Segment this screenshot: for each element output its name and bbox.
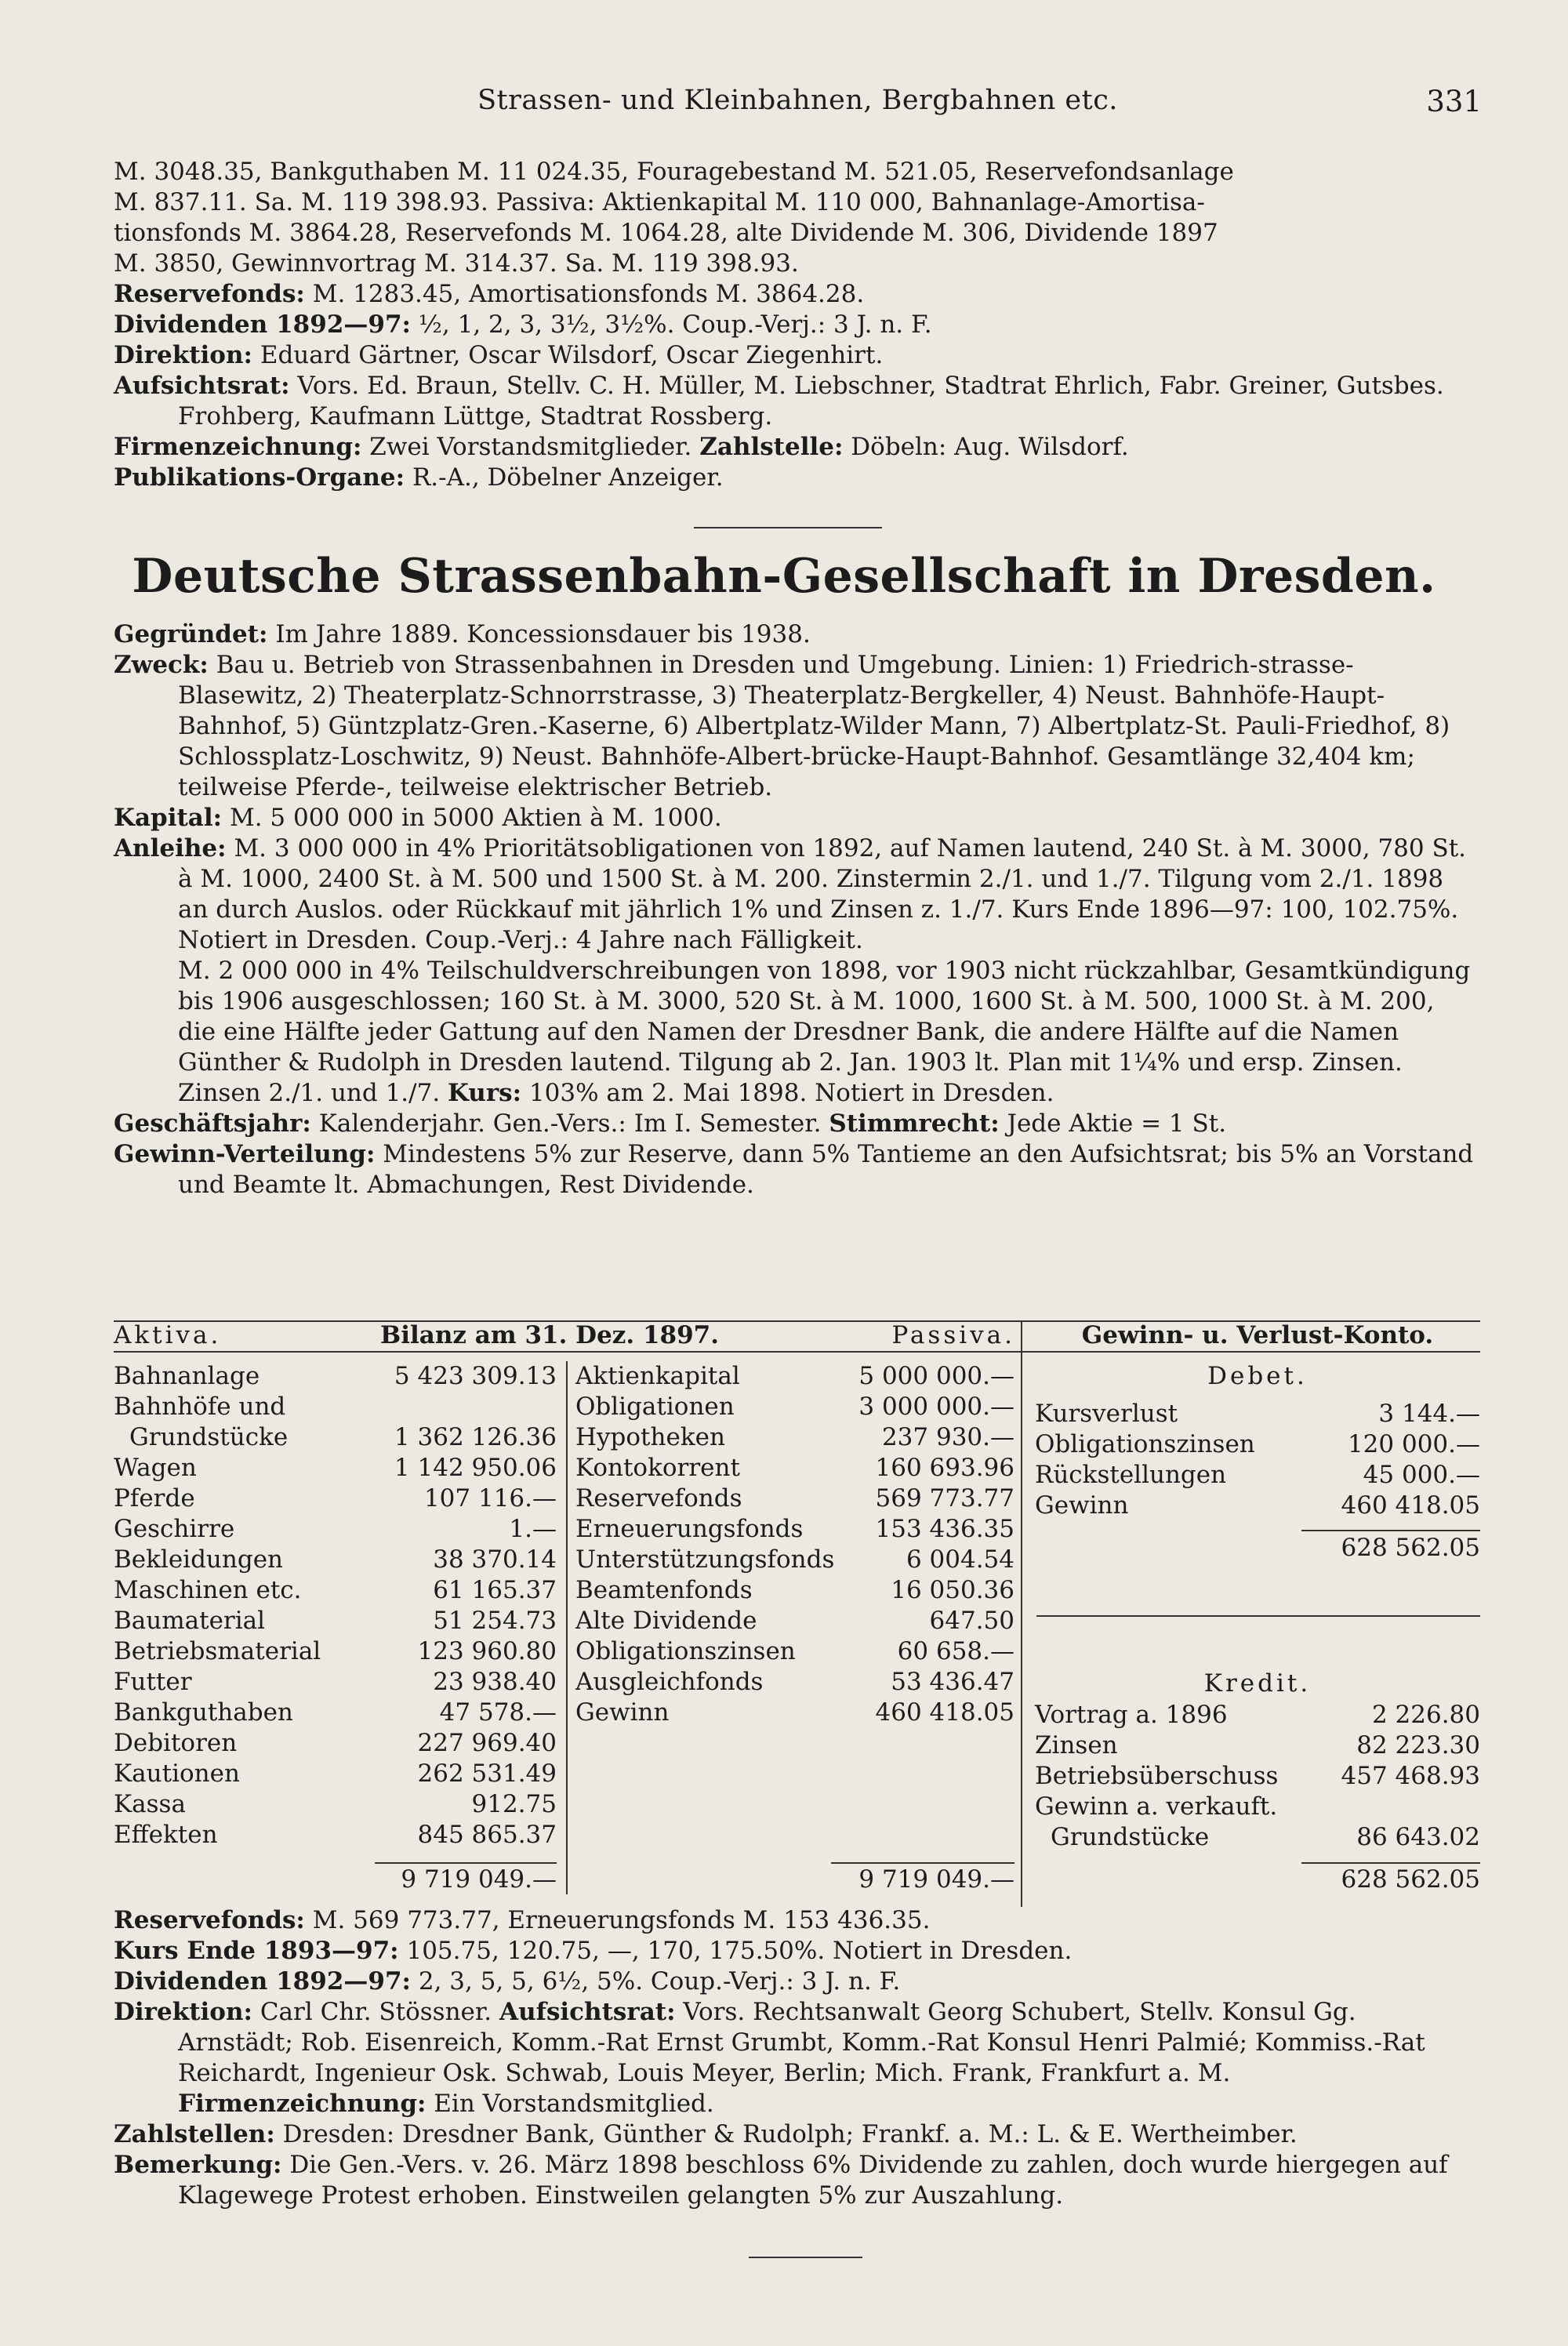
label: Direktion: (114, 1998, 252, 2026)
table-row (114, 1698, 557, 1728)
bilanz-header (114, 1320, 1015, 1351)
text: ½, 1, 2, 3, 3½, 3½%. Coup.-Verj.: 3 J. n. F. (418, 310, 932, 339)
row-label: Aktienkapital (575, 1362, 740, 1390)
prev-line: M. 3850, Gewinnvortrag M. 314.37. Sa. M. 119 398.93. (114, 249, 799, 278)
row-value: 160 693.96 (875, 1454, 1014, 1482)
prev-line: M. 3048.35, Bankguthaben M. 11 024.35, Fouragebestand M. 521.05, Reservefondsanlage (114, 158, 1234, 186)
table-row (114, 1606, 557, 1636)
row-value: 845 865.37 (417, 1821, 557, 1849)
label: Geschäftsjahr: (114, 1109, 311, 1138)
row-label: Zinsen (1035, 1731, 1118, 1760)
debet-list (1035, 1399, 1480, 1521)
text: Im I. Semester. (633, 1109, 822, 1138)
row-value: 53 436.47 (891, 1668, 1014, 1696)
running-title: Strassen- und Kleinbahnen, Bergbahnen etc. (477, 85, 1118, 116)
table-row (575, 1606, 1014, 1636)
bemerkung (114, 2150, 1478, 2211)
table-header-rule (114, 1351, 1480, 1353)
text: 105.75, 120.75, —, 170, 175.50%. Notiert in Dresden. (406, 1937, 1073, 1965)
prev-direktion (114, 340, 1478, 371)
debet-total: 628 562.05 (1341, 1534, 1480, 1562)
table-row (575, 1545, 1014, 1575)
row-label: Bahnhöfe und (114, 1393, 286, 1421)
table-row (114, 1484, 557, 1514)
row-label: Obligationen (575, 1393, 735, 1421)
passiva-total: 9 719 049.— (858, 1865, 1014, 1894)
label: Aufsichtsrat: (114, 372, 290, 400)
guv-title (1035, 1320, 1480, 1351)
row-label: Kontokorrent (575, 1454, 740, 1482)
label: Gewinn-Verteilung: (114, 1140, 376, 1168)
row-value: 5 423 309.13 (394, 1362, 557, 1390)
table-row (114, 1361, 557, 1392)
table-row (575, 1575, 1014, 1606)
row-value: 86 643.02 (1356, 1823, 1480, 1851)
text: 103% am 2. Mai 1898. Notiert in Dresden. (528, 1079, 1054, 1107)
table-row (114, 1789, 557, 1820)
table-row (1035, 1730, 1480, 1761)
row-label: Ausgleichfonds (575, 1668, 764, 1696)
table-row (1035, 1822, 1480, 1853)
table-row (114, 1453, 557, 1484)
text: Kalenderjahr. (318, 1109, 485, 1138)
text: 2, 3, 5, 5, 6½, 5%. Coup.-Verj.: 3 J. n. F. (418, 1967, 901, 1996)
row-label: Hypotheken (575, 1423, 725, 1451)
row-label: Grundstücke (1051, 1823, 1210, 1851)
prev-dividenden (114, 310, 1478, 340)
row-value: 51 254.73 (433, 1607, 557, 1635)
table-row (575, 1514, 1014, 1545)
row-value: 569 773.77 (875, 1484, 1014, 1513)
label: Aufsichtsrat: (499, 1998, 676, 2026)
text: Vors. Ed. Braun, Stellv. C. H. Müller, M. Liebschner, Stadtrat Ehrlich, Fabr. Greiner, Gutsbes. Frohberg, Kaufmann Lüttge, Stadtrat Rossberg. (178, 372, 1444, 430)
row-value: 5 000 000.— (858, 1362, 1014, 1390)
label: Zweck: (114, 651, 209, 679)
row-label: Reservefonds (575, 1484, 742, 1513)
text: M. 1283.45, Amortisationsfonds M. 3864.28. (312, 280, 865, 308)
row-value: 107 116.— (423, 1484, 557, 1513)
kredit-sum-rule (1301, 1862, 1480, 1864)
dividenden (114, 1966, 1478, 1997)
prev-aufsichtsrat (114, 371, 1478, 432)
row-label: Effekten (114, 1821, 218, 1849)
text: Eduard Gärtner, Oscar Wilsdorf, Oscar Ziegenhirt. (260, 341, 884, 369)
passiva-sum-rule (831, 1862, 1014, 1864)
text: Mindestens 5% zur Reserve, dann 5% Tantieme an den Aufsichtsrat; bis 5% an Vorstand und Beamte lt. Abmachungen, Rest Dividende. (178, 1140, 1474, 1199)
label: Reservefonds: (114, 280, 305, 308)
row-label: Pferde (114, 1484, 195, 1513)
row-label: Bahnanlage (114, 1362, 260, 1390)
table-row (114, 1575, 557, 1606)
prev-firmenzeichnung (114, 432, 1478, 463)
table-row (114, 1759, 557, 1789)
label: Kapital: (114, 804, 223, 832)
company-details (114, 619, 1478, 1200)
text: Bau u. Betrieb von Strassenbahnen in Dresden und Umgebung. Linien: 1) Friedrich-strasse-Blasewitz, 2) Theaterplatz-Schnorrstrasse, 3) Theaterplatz-Bergkeller, 4) Neust. Bahnhöfe-Haupt-Bahnhof, 5) Güntzplatz-Gren.-Kaserne, 6) Albertplatz-Wilder Mann, 7) Albertplatz-St. Pauli-Friedhof, 8) Schlossplatz-Loschwitz, 9) Neust. Bahnhöfe-Albert-brücke-Haupt-Bahnhof. Gesamtlänge 32,404 km; teilweise Pferde-, teilweise elektrischer Betrieb. (178, 651, 1450, 801)
kurs (114, 1936, 1478, 1966)
row-label: Gewinn a. verkauft. (1035, 1792, 1278, 1821)
table-row (575, 1484, 1014, 1514)
table-row (114, 1636, 557, 1667)
row-label: Vortrag a. 1896 (1035, 1701, 1228, 1729)
kredit-total: 628 562.05 (1341, 1865, 1480, 1894)
label: Zahlstellen: (114, 2120, 275, 2148)
row-value: 227 969.40 (417, 1729, 557, 1757)
row-label: Grundstücke (129, 1423, 289, 1451)
table-row (114, 1728, 557, 1759)
table-row (114, 1667, 557, 1698)
row-value: 262 531.49 (417, 1760, 557, 1788)
page-header (114, 85, 1482, 124)
aktiva-label: Aktiva. (114, 1321, 222, 1349)
row-value: 647.50 (929, 1607, 1014, 1635)
row-value: 2 226.80 (1371, 1701, 1480, 1729)
row-label: Baumaterial (114, 1607, 266, 1635)
guv-title-text: Gewinn- u. Verlust-Konto. (1081, 1321, 1434, 1349)
debet-label: Debet. (1207, 1362, 1308, 1390)
text: M. 3 000 000 in 4% Prioritätsobligationen von 1892, auf Namen lautend, 240 St. à M. 3000, 780 St. à M. 1000, 2400 St. à M. 500 und 1500 St. à M. 200. Zinstermin 2./1. und 1./7. Tilgung vom 2./1. 1898 an durch Auslos. oder Rückkauf mit jährlich 1% und Zinsen z. 1./7. Kurs Ende 1896—97: 100, 102.75%. Notiert in Dresden. Coup.-Verj.: 4 Jahre nach Fälligkeit. (178, 834, 1467, 954)
row-label: Bekleidungen (114, 1545, 284, 1574)
row-value: 1 362 126.36 (394, 1423, 557, 1451)
debet-sum-rule (1301, 1530, 1480, 1531)
label: Kurs: (448, 1079, 522, 1107)
zweck (114, 650, 1478, 803)
row-value: 460 418.05 (875, 1698, 1014, 1727)
text: Carl Chr. Stössner. (260, 1998, 492, 2026)
row-label: Gewinn (1035, 1491, 1129, 1520)
label: Firmenzeichnung: (114, 433, 362, 461)
prev-reservefonds (114, 279, 1478, 310)
label: Reservefonds: (114, 1906, 305, 1934)
row-label: Alte Dividende (575, 1607, 757, 1635)
text: Gen.-Vers.: (492, 1109, 626, 1138)
kapital (114, 803, 1478, 833)
reservefonds (114, 1905, 1478, 1936)
table-row (575, 1453, 1014, 1484)
anleihe (114, 833, 1478, 956)
table-row (1035, 1700, 1480, 1730)
row-label: Wagen (114, 1454, 197, 1482)
row-label: Futter (114, 1668, 192, 1696)
previous-entry (114, 157, 1478, 493)
row-label: Erneuerungsfonds (575, 1515, 804, 1543)
table-row (1035, 1491, 1480, 1521)
guv-mid-rule (1036, 1615, 1480, 1617)
table-row (575, 1422, 1014, 1453)
row-value: 60 658.— (897, 1637, 1014, 1665)
row-label: Maschinen etc. (114, 1576, 302, 1604)
table-row (575, 1698, 1014, 1728)
row-value (362, 1392, 557, 1422)
end-divider (749, 2257, 862, 2258)
table-row (114, 1545, 557, 1575)
bilanz-center-divider (566, 1361, 568, 1894)
table-row (1035, 1399, 1480, 1429)
row-label: Beamtenfonds (575, 1576, 753, 1604)
label: Firmenzeichnung: (178, 2090, 426, 2118)
gegruendet (114, 619, 1478, 650)
page-number: 331 (1426, 85, 1482, 118)
row-value: 23 938.40 (433, 1668, 557, 1696)
kredit-label: Kredit. (1203, 1669, 1312, 1698)
text: Ein Vorstandsmitglied. (434, 2090, 714, 2118)
row-value: 123 960.80 (417, 1637, 557, 1665)
text: Döbeln: Aug. Wilsdorf. (851, 433, 1129, 461)
table-row (1035, 1761, 1480, 1792)
table-row (1035, 1460, 1480, 1491)
label: Dividenden 1892—97: (114, 1967, 411, 1996)
table-row (575, 1636, 1014, 1667)
row-value: 912.75 (471, 1790, 557, 1818)
text: M. 2 000 000 in 4% Teilschuldverschreibungen von 1898, vor 1903 nicht rückzahlbar, Gesamtkündigung bis 1906 ausgeschlossen; 160 St. à M. 3000, 520 St. à M. 1000, 1600 St. à M. 500, 1000 St. à M. 200, die eine Hälfte jeder Gattung auf den Namen der Dresdner Bank, die andere Hälfte auf die Namen Günther & Rudolph in Dresden lautend. Tilgung ab 2. Jan. 1903 lt. Plan mit 1¼% und ersp. Zinsen. Zinsen 2./1. und 1./7. (178, 957, 1471, 1107)
text: Die Gen.-Vers. v. 26. März 1898 beschloss 6% Dividende zu zahlen, doch wurde hiergegen auf Klagewege Protest erhoben. Einstweilen gelangten 5% zur Auszahlung. (178, 2151, 1448, 2210)
row-value: 6 004.54 (906, 1545, 1014, 1574)
table-row (114, 1392, 557, 1422)
row-value: 61 165.37 (433, 1576, 557, 1604)
label: Gegründet: (114, 620, 268, 648)
gewinn-verteilung (114, 1139, 1478, 1200)
company-title: Deutsche Strassenbahn-Gesellschaft in Dresden. (132, 549, 1436, 604)
table-row (575, 1392, 1014, 1422)
aktiva-list (114, 1361, 557, 1850)
row-value (1318, 1792, 1480, 1822)
row-label: Obligationszinsen (575, 1637, 796, 1665)
label: Publikations-Organe: (114, 463, 405, 492)
text: Vors. Rechtsanwalt Georg Schubert, Stellv. Konsul Gg. Arnstädt; Rob. Eisenreich, Komm.-Rat Ernst Grumbt, Komm.-Rat Konsul Henri Palmié; Kommiss.-Rat Reichardt, Ingenieur Osk. Schwab, Louis Meyer, Berlin; Mich. Frank, Frankfurt a. M. (178, 1998, 1425, 2087)
table-row (114, 1820, 557, 1850)
prev-line: tionsfonds M. 3864.28, Reservefonds M. 1064.28, alte Dividende M. 306, Dividende 1897 (114, 219, 1218, 247)
row-value: 82 223.30 (1356, 1731, 1480, 1760)
text: Im Jahre 1889. Koncessionsdauer bis 1938. (275, 620, 811, 648)
company-details-2 (114, 1905, 1478, 2211)
row-value: 237 930.— (881, 1423, 1014, 1451)
row-value: 38 370.14 (433, 1545, 557, 1574)
passiva-table (575, 1361, 1014, 1728)
row-label: Kassa (114, 1790, 186, 1818)
row-label: Geschirre (114, 1515, 235, 1543)
row-value: 1 142 950.06 (394, 1454, 557, 1482)
row-value: 1.— (509, 1515, 557, 1543)
prev-publikation (114, 463, 1478, 493)
text: R.-A., Döbelner Anzeiger. (412, 463, 724, 492)
table-row (1035, 1429, 1480, 1460)
row-label: Rückstellungen (1035, 1461, 1227, 1489)
prev-line: M. 837.11. Sa. M. 119 398.93. Passiva: Aktienkapital M. 110 000, Bahnanlage-Amortisa- (114, 188, 1205, 216)
aktiva-sum-rule (375, 1862, 557, 1864)
section-divider (694, 527, 882, 528)
label: Bemerkung: (114, 2151, 282, 2179)
row-value: 47 578.— (439, 1698, 557, 1727)
row-label: Unterstützungsfonds (575, 1545, 835, 1574)
text: M. 5 000 000 in 5000 Aktien à M. 1000. (229, 804, 722, 832)
table-row (575, 1667, 1014, 1698)
row-value: 457 468.93 (1341, 1762, 1480, 1790)
aktiva-table (114, 1361, 557, 1850)
table-row (1035, 1792, 1480, 1822)
text: Jede Aktie = 1 St. (1007, 1109, 1227, 1138)
row-label: Kautionen (114, 1760, 240, 1788)
text: Zwei Vorstandsmitglieder. (369, 433, 692, 461)
row-label: Gewinn (575, 1698, 670, 1727)
label: Kurs Ende 1893—97: (114, 1937, 399, 1965)
kredit-table (1035, 1700, 1480, 1853)
text: Dresden: Dresdner Bank, Günther & Rudolph; Frankf. a. M.: L. & E. Wertheimber. (282, 2120, 1298, 2148)
row-label: Bankguthaben (114, 1698, 293, 1727)
geschaeftsjahr (114, 1109, 1478, 1139)
row-value: 16 050.36 (891, 1576, 1014, 1604)
row-value: 120 000.— (1347, 1430, 1480, 1458)
kredit-list (1035, 1700, 1480, 1853)
table-row (114, 1514, 557, 1545)
row-label: Betriebsüberschuss (1035, 1762, 1279, 1790)
table-row (575, 1361, 1014, 1392)
row-label: Obligationszinsen (1035, 1430, 1255, 1458)
label: Anleihe: (114, 834, 227, 862)
bilanz-title: Bilanz am 31. Dez. 1897. (380, 1321, 720, 1349)
row-label: Kursverlust (1035, 1400, 1178, 1428)
row-label: Debitoren (114, 1729, 238, 1757)
anleihe-2 (114, 956, 1478, 1109)
text: M. 569 773.77, Erneuerungsfonds M. 153 436.35. (312, 1906, 931, 1934)
aktiva-total: 9 719 049.— (401, 1865, 557, 1894)
row-value: 3 000 000.— (858, 1393, 1014, 1421)
row-value: 45 000.— (1363, 1461, 1480, 1489)
passiva-label: Passiva. (891, 1321, 1015, 1349)
row-value: 3 144.— (1378, 1400, 1480, 1428)
row-value: 153 436.35 (875, 1515, 1014, 1543)
zahlstellen (114, 2119, 1478, 2150)
label: Direktion: (114, 341, 252, 369)
passiva-list (575, 1361, 1014, 1728)
label: Dividenden 1892—97: (114, 310, 411, 339)
table-divider (1021, 1320, 1022, 1907)
direktion-aufsichtsrat (114, 1997, 1478, 2119)
label: Stimmrecht: (829, 1109, 1000, 1138)
label: Zahlstelle: (699, 433, 844, 461)
row-value: 460 418.05 (1341, 1491, 1480, 1520)
table-row (114, 1422, 557, 1453)
debet-table (1035, 1399, 1480, 1521)
row-label: Betriebsmaterial (114, 1637, 321, 1665)
